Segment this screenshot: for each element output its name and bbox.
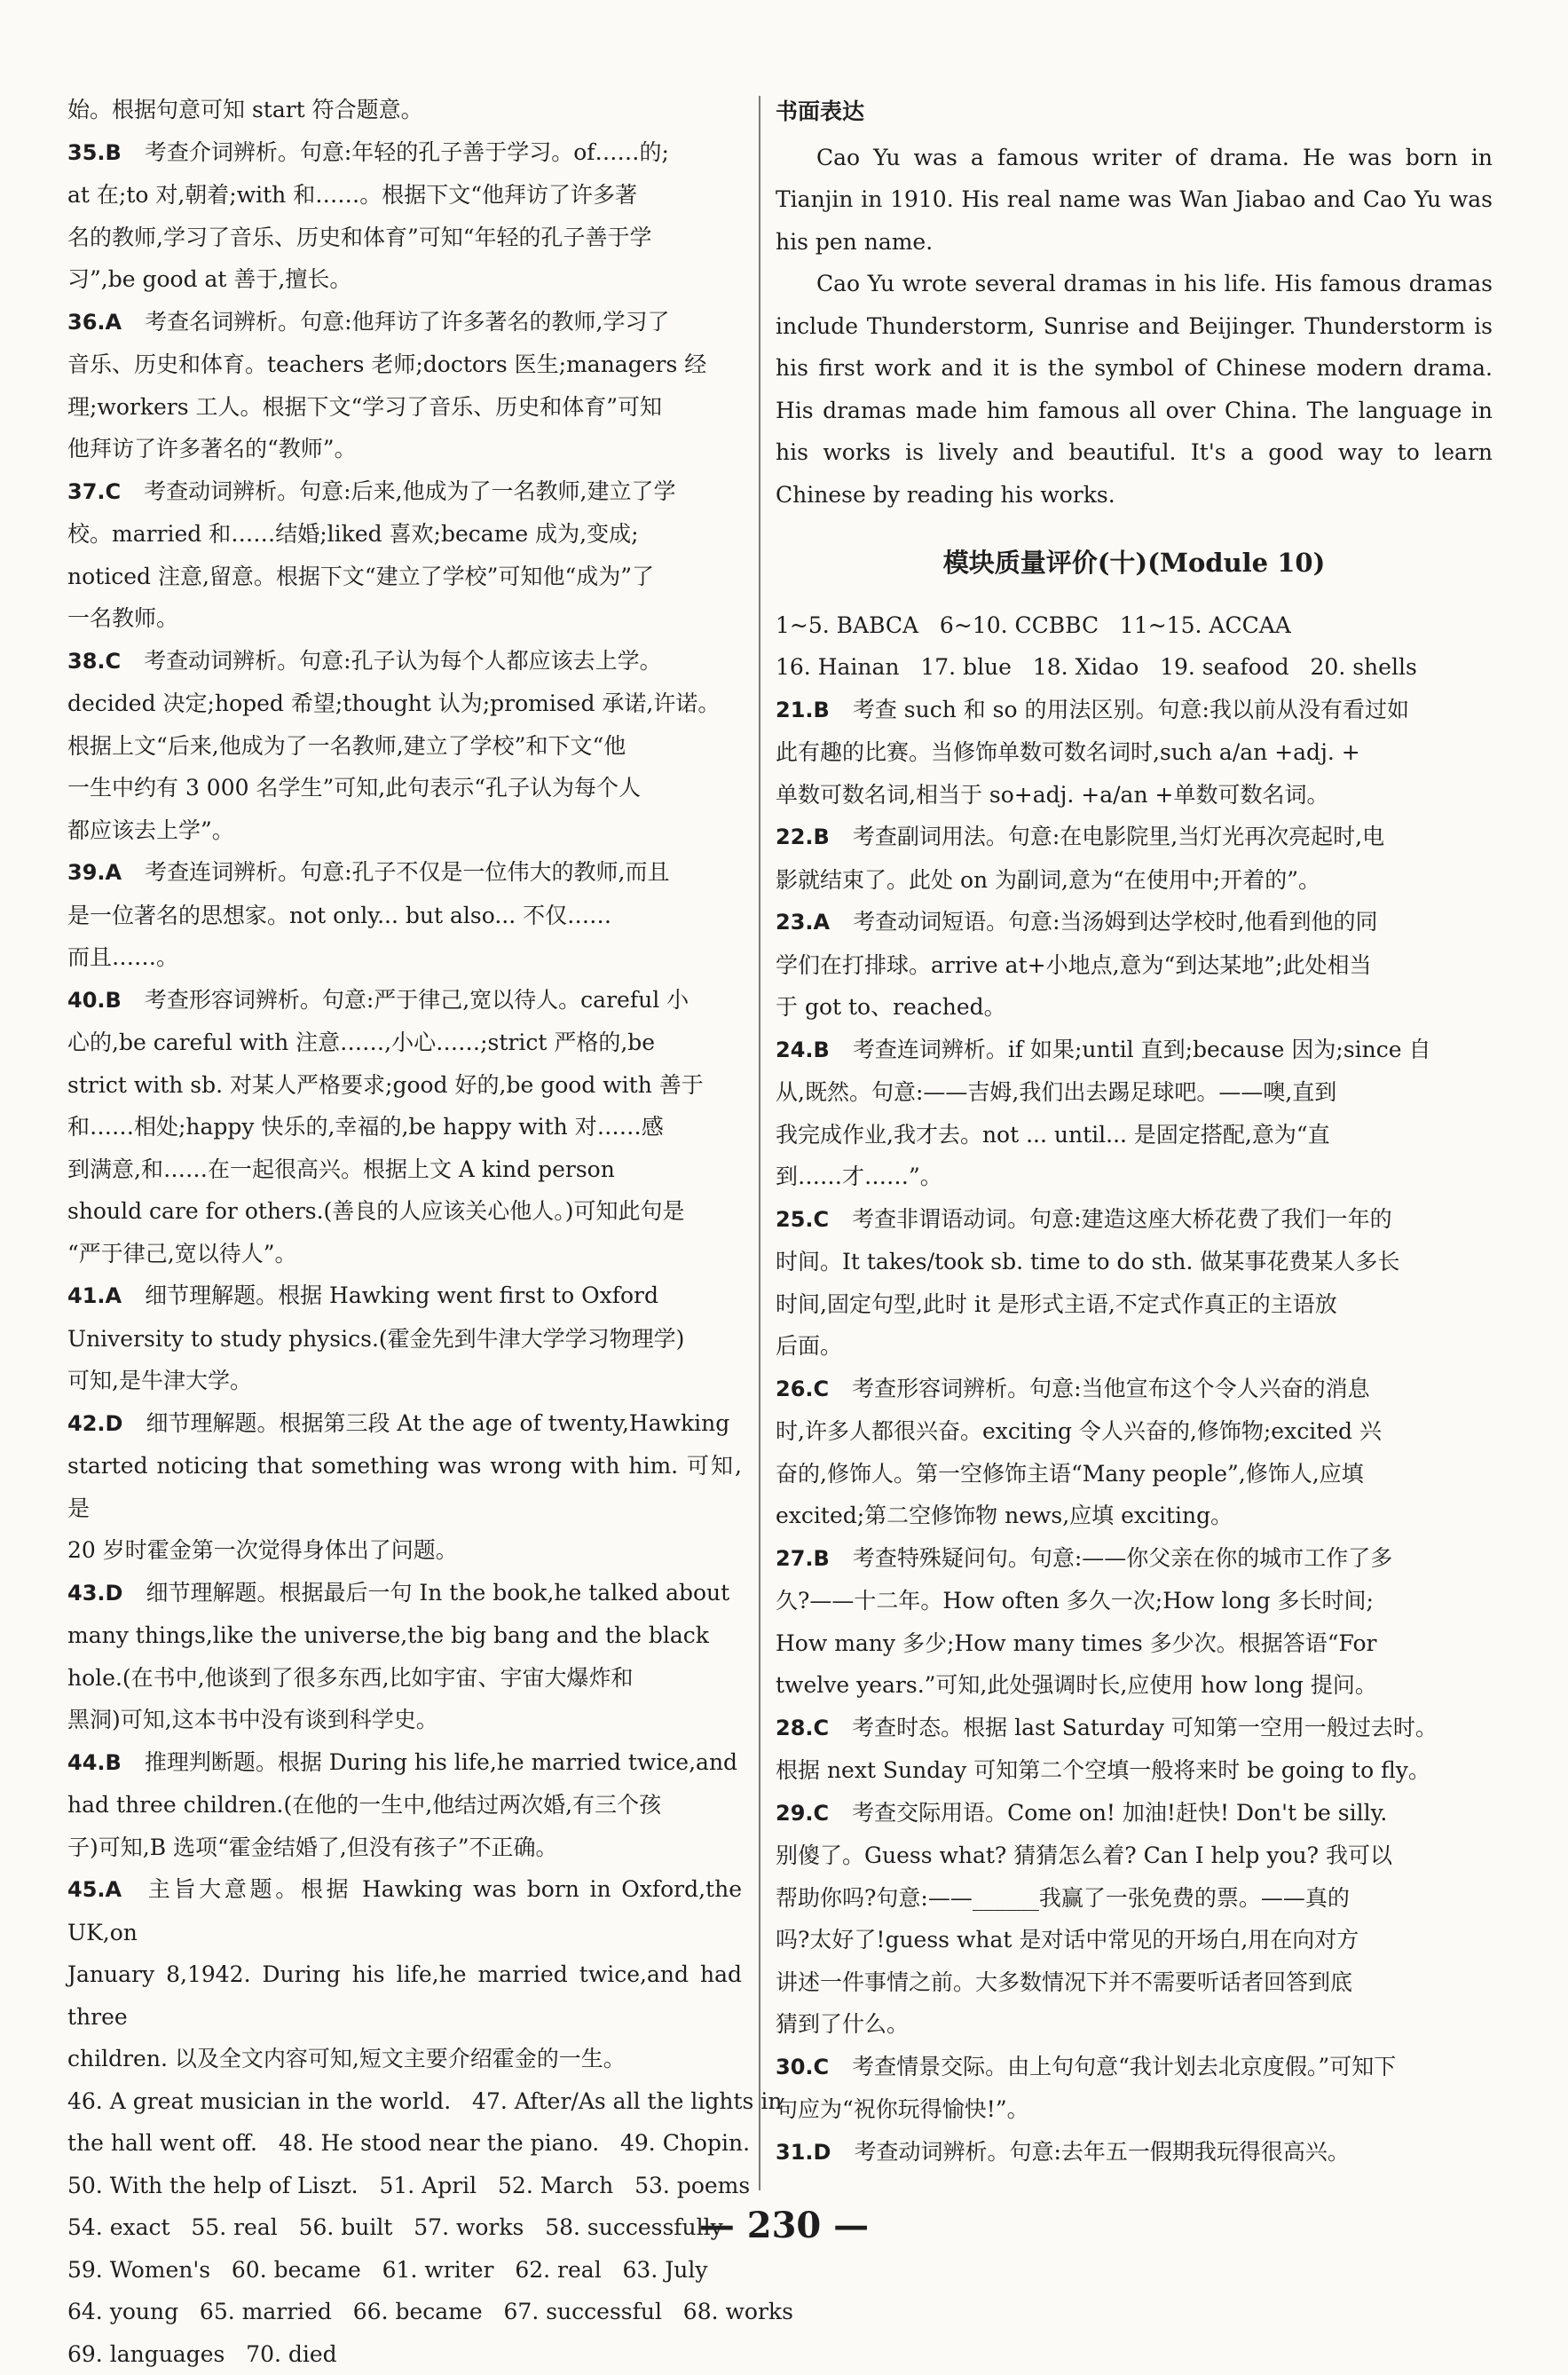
- answer-item-line: [67, 556, 742, 598]
- right-column: [776, 89, 1493, 2174]
- answer-item-line: [67, 1953, 742, 2038]
- answer-item-line: [67, 386, 742, 429]
- explanation-text: 考查交际用语。Come on! 加油!赶快! Don't be silly.: [852, 1800, 1387, 1826]
- explanation-text: had three children.(在他的一生中,他结过两次婚,有三个孩: [67, 1792, 661, 1818]
- explanation-text: 我完成作业,我才去。not ... until... 是固定搭配,意为“直: [776, 1122, 1330, 1148]
- answer-item-line: [67, 2038, 742, 2080]
- left-column: [67, 89, 742, 2375]
- question-number: 39.: [67, 860, 106, 885]
- answer-item: [67, 979, 742, 1275]
- answer-item-line: [776, 986, 1493, 1029]
- answer-item-first-line: [67, 979, 742, 1022]
- answer-letter: A: [814, 910, 831, 935]
- answer-item-line: [776, 1453, 1493, 1495]
- answer-letter: B: [106, 1750, 122, 1775]
- explanation-text: 考查连词辨析。句意:孔子不仅是一位伟大的教师,而且: [145, 859, 669, 885]
- answer-item-line: [776, 731, 1493, 774]
- explanation-text: 推理判断题。根据 During his life,he married twice,and: [145, 1749, 737, 1775]
- explanation-text: 到满意,和……在一起很高兴。根据上文 A kind person: [67, 1156, 615, 1182]
- answer-item-line: [67, 1233, 742, 1275]
- answer-item-line: [67, 1022, 742, 1064]
- answer-letter: A: [106, 1283, 122, 1308]
- answer-item-first-line: [776, 1198, 1493, 1242]
- answer-item-line: [67, 895, 742, 937]
- fill-in-line: 69. languages 70. died: [67, 2333, 742, 2375]
- answer-item: [776, 1198, 1493, 1368]
- answer-item: [67, 1741, 742, 1869]
- answer-item-line: [67, 1445, 742, 1529]
- explanation-text: 名的教师,学习了音乐、历史和体育”可知“年轻的孔子善于学: [67, 225, 652, 250]
- explanation-text: 影就结束了。此处 on 为副词,意为“在使用中;开着的”。: [776, 867, 1320, 893]
- answer-line: 16. Hainan 17. blue 18. Xidao 19. seafood 20. shells: [776, 646, 1493, 689]
- answer-item: [776, 816, 1493, 901]
- answer-item: [67, 131, 742, 301]
- answer-item: [67, 1402, 742, 1572]
- question-number: 35.: [67, 140, 106, 165]
- answer-item-first-line: [776, 1537, 1493, 1581]
- explanation-text: 考查连词辨析。if 如果;until 直到;because 因为;since 自: [853, 1037, 1431, 1062]
- right-answer-items: [776, 689, 1493, 2174]
- explanation-text: 时,许多人都很兴奋。exciting 令人兴奋的,修饰物;excited 兴: [776, 1418, 1382, 1444]
- explanation-text: 考查形容词辨析。句意:当他宣布这个令人兴奋的消息: [852, 1376, 1369, 1401]
- explanation-text: 考查 such 和 so 的用法区别。句意:我以前从没有看过如: [853, 697, 1409, 722]
- answer-item-first-line: [67, 1868, 742, 1953]
- answer-line: 1~5. BABCA 6~10. CCBBC 11~15. ACCAA: [776, 604, 1493, 647]
- explanation-text: 帮助你吗?句意:——______我赢了一张免费的票。——真的: [776, 1885, 1350, 1911]
- answer-item: [67, 1572, 742, 1741]
- answer-item-first-line: [776, 901, 1493, 944]
- answer-item-first-line: [776, 2046, 1493, 2089]
- question-number: 45.: [67, 1877, 106, 1902]
- answer-item-first-line: [776, 689, 1493, 732]
- explanation-text: 音乐、历史和体育。teachers 老师;doctors 医生;managers 经: [67, 351, 706, 377]
- explanation-text: 后面。: [776, 1333, 842, 1359]
- fill-in-line: 50. With the help of Liszt. 51. April 52. March 53. poems: [67, 2165, 742, 2207]
- essay-paragraph: Cao Yu wrote several dramas in his life. His famous dramas include Thunderstorm, Sunrise and Beijinger. Thunderstorm is his first work and it is the symbol of Chinese modern drama. His dramas made him famous all over China. The language in his works is lively and beautiful. It's a good way to learn Chinese by reading his works.: [776, 263, 1493, 516]
- answer-letter: C: [814, 2055, 830, 2079]
- answer-item-first-line: [67, 301, 742, 344]
- explanation-text: 时间。It takes/took sb. time to do sth. 做某事花费某人多长: [776, 1249, 1399, 1274]
- answer-item-line: [67, 725, 742, 768]
- answer-item: [776, 1368, 1493, 1537]
- answer-item-first-line: [776, 1029, 1493, 1072]
- answer-item-first-line: [67, 1274, 742, 1318]
- answer-item: [67, 1274, 742, 1402]
- answer-item-first-line: [67, 640, 742, 683]
- explanation-text: 考查情景交际。由上句句意“我计划去北京度假。”可知下: [852, 2054, 1396, 2079]
- answer-letter: B: [814, 1038, 830, 1062]
- explanation-text: 别傻了。Guess what? 猜猜怎么着? Can I help you? 我可以: [776, 1842, 1392, 1868]
- explanation-text: 考查动词辨析。句意:去年五一假期我玩得很高兴。: [854, 2139, 1349, 2165]
- answer-item-line: [776, 944, 1493, 987]
- answer-item-line: [776, 2003, 1493, 2046]
- answer-letter: D: [106, 1581, 123, 1606]
- answer-item-line: [776, 774, 1493, 817]
- answer-item: [776, 689, 1493, 817]
- answer-letter: A: [106, 310, 122, 335]
- answer-item-line: [776, 1410, 1493, 1453]
- answer-item-line: [67, 936, 742, 979]
- explanation-text: children. 以及全文内容可知,短文主要介绍霍金的一生。: [67, 2046, 626, 2071]
- writing-heading: 书面表达: [776, 91, 1493, 133]
- answer-item-first-line: [776, 1792, 1493, 1835]
- explanation-text: 考查特殊疑问句。句意:——你父亲在你的城市工作了多: [853, 1545, 1392, 1571]
- explanation-text: 子)可知,B 选项“霍金结婚了,但没有孩子”不正确。: [67, 1835, 558, 1860]
- module-title: 模块质量评价(十)(Module 10): [776, 542, 1493, 585]
- explanation-text: 一生中约有 3 000 名学生”可知,此句表示“孔子认为每个人: [67, 775, 641, 801]
- answer-item-line: [776, 1495, 1493, 1537]
- explanation-text: many things,like the universe,the big bang and the black: [67, 1622, 709, 1648]
- answer-letter: D: [814, 2140, 831, 2165]
- answer-item-first-line: [67, 851, 742, 895]
- answer-item-line: [67, 1657, 742, 1700]
- answer-letter: B: [814, 825, 830, 849]
- answer-letter: D: [106, 1411, 123, 1436]
- answer-item: [67, 1868, 742, 2080]
- explanation-text: 单数可数名词,相当于 so+adj. +a/an +单数可数名词。: [776, 782, 1328, 808]
- explanation-text: strict with sb. 对某人严格要求;good 好的,be good with 善于: [67, 1072, 704, 1098]
- answer-item-line: [776, 1664, 1493, 1707]
- explanation-text: 细节理解题。根据最后一句 In the book,he talked about: [146, 1580, 729, 1606]
- explanation-text: 考查动词辨析。句意:孔子认为每个人都应该去上学。: [144, 648, 661, 674]
- page-number: — 230 —: [0, 2205, 1568, 2246]
- explanation-text: decided 决定;hoped 希望;thought 认为;promised 承诺,许诺。: [67, 690, 720, 716]
- explanation-text: 主旨大意题。根据 Hawking was born in Oxford,the UK,on: [67, 1876, 742, 1945]
- explanation-text: 而且……。: [67, 944, 178, 970]
- answer-item: [776, 1537, 1493, 1707]
- question-number: 44.: [67, 1750, 106, 1775]
- answer-item-line: [67, 1148, 742, 1191]
- question-number: 38.: [67, 649, 106, 674]
- explanation-text: excited;第二空修饰物 news,应填 exciting。: [776, 1503, 1233, 1528]
- fill-in-line: 59. Women's 60. became 61. writer 62. real 63. July: [67, 2249, 742, 2292]
- explanation-text: 久?——十二年。How often 多久一次;How long 多长时间;: [776, 1588, 1374, 1614]
- explanation-text: 细节理解题。根据第三段 At the age of twenty,Hawking: [146, 1410, 729, 1436]
- answer-letter: A: [106, 1877, 122, 1902]
- explanation-text: 考查形容词辨析。句意:严于律己,宽以待人。careful 小: [145, 987, 689, 1013]
- column-divider: [759, 96, 760, 2190]
- question-number: 30.: [776, 2055, 814, 2079]
- answer-item-line: [776, 1325, 1493, 1368]
- answer-letter: C: [814, 1377, 830, 1401]
- question-number: 29.: [776, 1801, 814, 1826]
- answer-item-first-line: [67, 1402, 742, 1446]
- answer-letter: B: [106, 988, 122, 1013]
- answer-item-line: [67, 217, 742, 259]
- explanation-text: 考查副词用法。句意:在电影院里,当灯光再次亮起时,电: [853, 824, 1384, 849]
- answer-letter: B: [814, 698, 830, 722]
- explanation-text: 都应该去上学”。: [67, 817, 234, 843]
- answer-item: [776, 1707, 1493, 1792]
- question-number: 36.: [67, 310, 106, 335]
- explanation-text: 于 got to、reached。: [776, 994, 1006, 1020]
- fill-in-line: the hall went off. 48. He stood near the piano. 49. Chopin.: [67, 2122, 742, 2165]
- question-number: 24.: [776, 1038, 814, 1062]
- answer-letter: B: [106, 140, 122, 165]
- answer-item-first-line: [776, 1368, 1493, 1411]
- answer-item-line: [776, 1961, 1493, 2004]
- explanation-text: January 8,1942. During his life,he married twice,and had three: [67, 1961, 742, 2030]
- answer-letter: C: [106, 479, 122, 504]
- answer-item-line: [67, 1190, 742, 1233]
- fill-in-line: 46. A great musician in the world. 47. After/As all the lights in: [67, 2080, 742, 2123]
- question-number: 26.: [776, 1377, 814, 1401]
- explanation-text: 他拜访了许多著名的“教师”。: [67, 436, 357, 462]
- explanation-text: 时间,固定句型,此时 it 是形式主语,不定式作真正的主语放: [776, 1291, 1337, 1317]
- lead-line: 始。根据句意可知 start 符合题意。: [67, 89, 742, 131]
- question-number: 42.: [67, 1411, 106, 1436]
- question-number: 43.: [67, 1581, 106, 1606]
- answer-item: [67, 851, 742, 979]
- explanation-text: 考查介词辨析。句意:年轻的孔子善于学习。of……的;: [145, 139, 669, 165]
- answer-item-line: [67, 1827, 742, 1869]
- question-number: 25.: [776, 1207, 814, 1232]
- answer-item-first-line: [776, 2131, 1493, 2174]
- answer-item: [776, 2131, 1493, 2174]
- question-number: 21.: [776, 698, 814, 722]
- answer-item-line: [67, 428, 742, 470]
- explanation-text: 吗?太好了!guess what 是对话中常见的开场白,用在向对方: [776, 1927, 1359, 1953]
- answer-item-line: [776, 1114, 1493, 1156]
- explanation-text: 猜到了什么。: [776, 2011, 909, 2037]
- answer-item-line: [67, 513, 742, 556]
- explanation-text: 细节理解题。根据 Hawking went first to Oxford: [145, 1282, 658, 1308]
- explanation-text: 讲述一件事情之前。大多数情况下并不需要听话者回答到底: [776, 1969, 1352, 1995]
- explanation-text: at 在;to 对,朝着;with 和……。根据下文“他拜访了许多著: [67, 182, 637, 208]
- question-number: 22.: [776, 825, 814, 849]
- answer-item: [776, 2046, 1493, 2131]
- answer-item-line: [776, 1877, 1493, 1920]
- answer-item-line: [776, 1283, 1493, 1326]
- answer-item-line: [776, 1835, 1493, 1877]
- answer-item: [67, 301, 742, 470]
- answer-item-line: [776, 1622, 1493, 1665]
- answer-item-line: [67, 1529, 742, 1572]
- explanation-text: 20 岁时霍金第一次觉得身体出了问题。: [67, 1537, 458, 1563]
- answer-letter: C: [814, 1801, 830, 1826]
- answer-item-line: [67, 1360, 742, 1402]
- explanation-text: 心的,be careful with 注意……,小心……;strict 严格的,be: [67, 1030, 655, 1055]
- left-answer-items: [67, 131, 742, 2080]
- explanation-text: 根据 next Sunday 可知第二个空填一般将来时 be going to fly。: [776, 1757, 1430, 1783]
- answer-item-line: [776, 1156, 1493, 1198]
- question-number: 27.: [776, 1546, 814, 1571]
- answer-item-line: [776, 1071, 1493, 1114]
- explanation-text: 从,既然。句意:——吉姆,我们出去踢足球吧。——噢,直到: [776, 1079, 1336, 1105]
- explanation-text: hole.(在书中,他谈到了很多东西,比如宇宙、宇宙大爆炸和: [67, 1665, 634, 1691]
- answer-letter: C: [814, 1207, 830, 1232]
- explanation-text: 考查非谓语动词。句意:建造这座大桥花费了我们一年的: [852, 1206, 1391, 1232]
- question-number: 37.: [67, 479, 106, 504]
- explanation-text: 是一位著名的思想家。not only... but also... 不仅……: [67, 903, 611, 928]
- explanation-text: 习”,be good at 善于,擅长。: [67, 266, 351, 292]
- answer-item-line: [67, 1784, 742, 1827]
- answer-item-line: [67, 809, 742, 852]
- answer-item-line: [67, 1064, 742, 1107]
- answer-item-line: [67, 258, 742, 301]
- fill-in-line: 54. exact 55. real 56. built 57. works 58. successfully: [67, 2206, 742, 2249]
- explanation-text: 校。married 和……结婚;liked 喜欢;became 成为,变成;: [67, 521, 639, 547]
- explanation-text: 句应为“祝你玩得愉快!”。: [776, 2096, 1029, 2122]
- answer-item-line: [67, 767, 742, 809]
- answer-item: [67, 640, 742, 852]
- answer-item-line: [776, 1749, 1493, 1792]
- explanation-text: University to study physics.(霍金先到牛津大学学习物理学): [67, 1326, 684, 1352]
- answer-item-first-line: [67, 1572, 742, 1615]
- answer-letter: A: [106, 860, 122, 885]
- answer-item: [776, 1792, 1493, 2046]
- answer-item-first-line: [67, 470, 742, 514]
- explanation-text: 此有趣的比赛。当修饰单数可数名词时,such a/an +adj. +: [776, 739, 1360, 765]
- question-number: 23.: [776, 910, 814, 935]
- answer-item-line: [67, 683, 742, 725]
- answer-item-line: [67, 343, 742, 386]
- question-number: 28.: [776, 1716, 814, 1740]
- explanation-text: 考查动词辨析。句意:后来,他成为了一名教师,建立了学: [144, 478, 675, 504]
- explanation-text: 考查时态。根据 last Saturday 可知第一空用一般过去时。: [852, 1715, 1438, 1740]
- answer-letter: C: [106, 649, 122, 674]
- explanation-text: twelve years.”可知,此处强调时长,应使用 how long 提问。: [776, 1672, 1377, 1698]
- answer-item-line: [67, 597, 742, 640]
- essay-paragraph: Cao Yu was a famous writer of drama. He was born in Tianjin in 1910. His real name was Wan Jiabao and Cao Yu was his pen name.: [776, 137, 1493, 264]
- answer-item-first-line: [776, 1707, 1493, 1750]
- explanation-text: noticed 注意,留意。根据下文“建立了学校”可知他“成为”了: [67, 564, 654, 589]
- explanation-text: 和……相处;happy 快乐的,幸福的,be happy with 对……感: [67, 1114, 664, 1140]
- answer-item: [67, 470, 742, 640]
- question-number: 40.: [67, 988, 106, 1013]
- answer-item-line: [776, 1919, 1493, 1961]
- fill-in-line: 64. young 65. married 66. became 67. successful 68. works: [67, 2291, 742, 2333]
- answer-item-line: [67, 1614, 742, 1657]
- explanation-text: 到……才……”。: [776, 1164, 942, 1189]
- answer-item-first-line: [67, 1741, 742, 1785]
- answer-item-line: [67, 1318, 742, 1361]
- explanation-text: 根据上文“后来,他成为了一名教师,建立了学校”和下文“他: [67, 733, 626, 759]
- answer-item: [776, 1029, 1493, 1198]
- answer-letter: B: [814, 1546, 830, 1571]
- explanation-text: 奋的,修饰人。第一空修饰主语“Many people”,修饰人,应填: [776, 1461, 1364, 1487]
- explanation-text: should care for others.(善良的人应该关心他人。)可知此句是: [67, 1198, 685, 1224]
- explanation-text: 黑洞)可知,这本书中没有谈到科学史。: [67, 1707, 438, 1732]
- explanation-text: started noticing that something was wrong with him. 可知,是: [67, 1453, 742, 1521]
- explanation-text: 学们在打排球。arrive at+小地点,意为“到达某地”;此处相当: [776, 952, 1372, 978]
- explanation-text: How many 多少;How many times 多少次。根据答语“For: [776, 1630, 1376, 1656]
- explanation-text: “严于律己,宽以待人”。: [67, 1241, 297, 1266]
- answer-item-line: [776, 859, 1493, 902]
- explanation-text: 可知,是牛津大学。: [67, 1368, 252, 1393]
- answer-letter: C: [814, 1716, 830, 1740]
- explanation-text: 考查名词辨析。句意:他拜访了许多著名的教师,学习了: [145, 309, 669, 335]
- explanation-text: 一名教师。: [67, 605, 178, 631]
- answer-item-line: [776, 2088, 1493, 2131]
- explanation-text: 理;workers 工人。根据下文“学习了音乐、历史和体育”可知: [67, 394, 662, 420]
- answer-item-line: [67, 174, 742, 217]
- answer-item-line: [67, 1699, 742, 1741]
- answer-item-first-line: [67, 131, 742, 175]
- answer-item-line: [776, 1580, 1493, 1622]
- answer-item-first-line: [776, 816, 1493, 859]
- question-number: 41.: [67, 1283, 106, 1308]
- question-number: 31.: [776, 2140, 814, 2165]
- answer-item-line: [67, 1106, 742, 1148]
- explanation-text: 考查动词短语。句意:当汤姆到达学校时,他看到他的同: [853, 909, 1377, 935]
- answer-item: [776, 901, 1493, 1029]
- answer-item-line: [776, 1241, 1493, 1283]
